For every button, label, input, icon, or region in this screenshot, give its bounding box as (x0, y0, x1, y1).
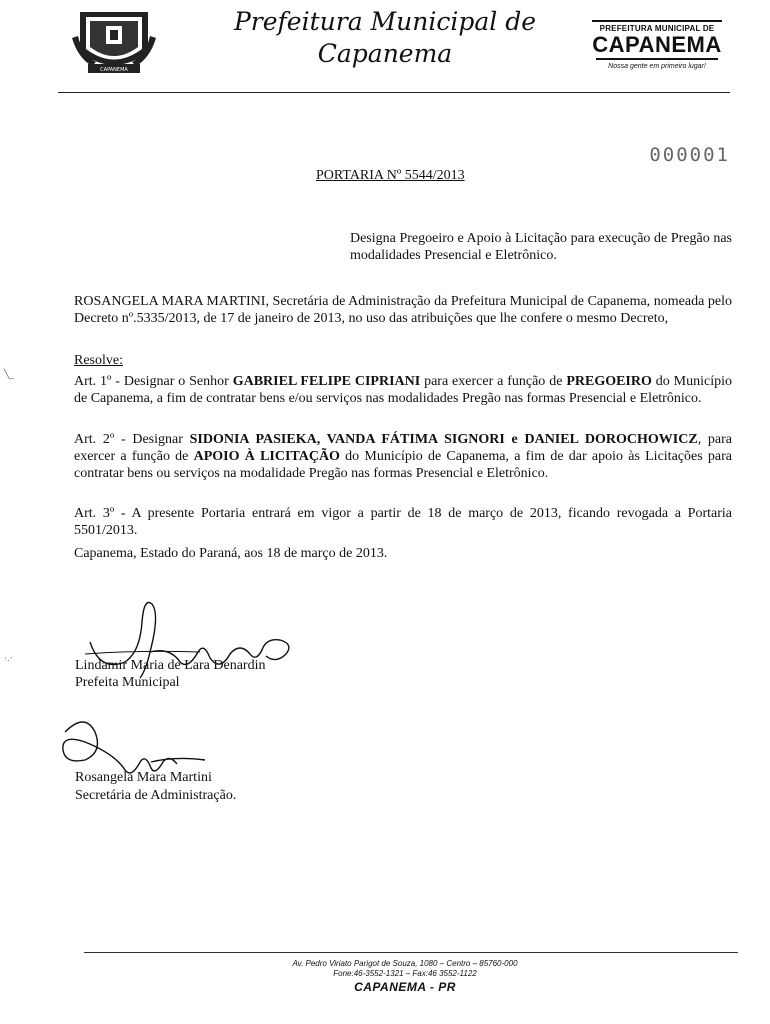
signature-2-role: Secretária de Administração. (75, 788, 237, 803)
article-2 (74, 431, 732, 482)
document-number-stamp: 000001 (649, 144, 730, 166)
footer-phone: Fone:46-3552-1321 – Fax:46 3552-1122 (333, 969, 477, 978)
art1-role: PREGOEIRO (566, 374, 652, 389)
art1-mid: para exercer a função de (420, 374, 567, 389)
portaria-title: PORTARIA Nº 5544/2013 (316, 168, 465, 183)
intro-paragraph (74, 293, 732, 327)
closing-date-line: Capanema, Estado do Paraná, aos 18 de março de 2013. (74, 546, 388, 561)
intro-name: ROSANGELA MARA MARTINI (74, 294, 266, 309)
signature-2-name: Rosangela Mara Martini (75, 770, 212, 785)
footer-divider (84, 952, 738, 953)
signature-1-role: Prefeita Municipal (75, 675, 180, 690)
brand-top: PREFEITURA MUNICIPAL DE (592, 20, 722, 33)
art1-suffix: do Município de Capanema, a fim de contratar bens e/ou serviços nas modalidades Pregão nas formas Presencial e Eletrônico. (74, 374, 732, 406)
header-title (190, 6, 580, 70)
brand-slogan: Nossa gente em primeiro lugar! (608, 63, 706, 70)
art1-prefix: Art. 1º - Designar o Senhor (74, 374, 233, 389)
ementa: Designa Pregoeiro e Apoio à Licitação para execução de Pregão nas modalidades Presencial e Eletrônico. (350, 231, 732, 263)
municipal-coat-of-arms-icon (72, 8, 156, 78)
brand-logo (592, 20, 722, 70)
header-divider (58, 92, 730, 93)
header-title-line2: Capanema (317, 39, 453, 68)
scan-mark: ╲_ (4, 370, 14, 380)
crest-text: CAPANEMA (100, 67, 128, 73)
article-1 (74, 373, 732, 407)
art2-suffix: do Município de Capanema, a fim de dar apoio às Licitações para contratar bens ou serviços na modalidade Pregão nas formas Presencial e Eletrônico. (74, 449, 732, 481)
art2-prefix: Art. 2º - Designar (74, 432, 190, 447)
footer-address: Av. Pedro Viriato Parigot de Souza, 1080 – Centro – 85760-000 (292, 959, 518, 968)
signature-1-name: Lindamir Maria de Lara Denardin (75, 658, 266, 673)
art2-names: SIDONIA PASIEKA, VANDA FÁTIMA SIGNORI e DANIEL DOROCHOWICZ (189, 432, 698, 447)
intro-text: , Secretária de Administração da Prefeitura Municipal de Capanema, nomeada pelo Decreto nº.5335/2013, de 17 de janeiro de 2013, no uso das atribuições que lhe confere o mesmo Decreto, (74, 294, 732, 326)
art2-mid: , para exercer a função de (74, 432, 733, 464)
article-3: Art. 3º - A presente Portaria entrará em vigor a partir de 18 de março de 2013, ficando revogada a Portaria 5501/2013. (74, 506, 732, 538)
brand-main: CAPANEMA (592, 32, 722, 57)
brand-divider (596, 58, 718, 60)
footer-city: CAPANEMA - PR (354, 980, 456, 994)
header-title-line1: Prefeitura Municipal de (233, 7, 536, 36)
art2-role: APOIO À LICITAÇÃO (193, 449, 340, 464)
art1-name: GABRIEL FELIPE CIPRIANI (232, 374, 421, 389)
resolve-heading: Resolve: (74, 353, 123, 368)
scan-mark: ·.· (4, 654, 13, 664)
